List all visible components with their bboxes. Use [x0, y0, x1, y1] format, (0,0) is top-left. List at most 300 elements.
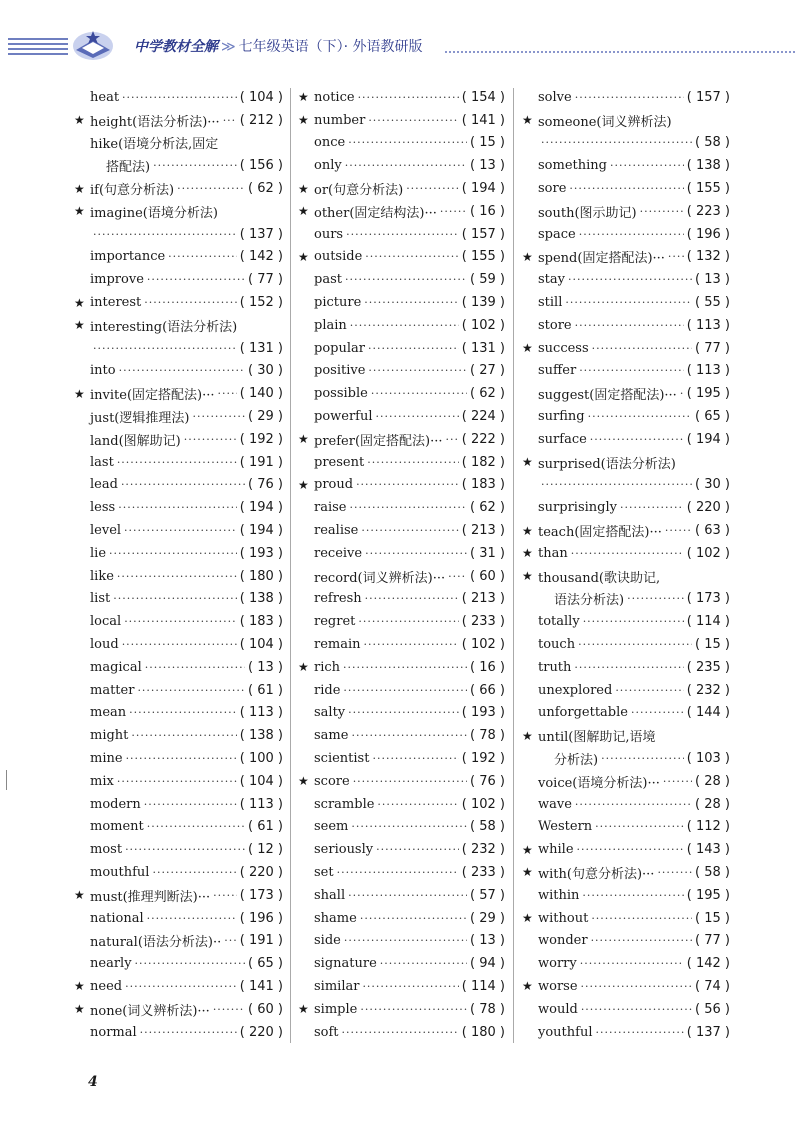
entry-word: 分析法) [554, 753, 599, 768]
index-entry [74, 702, 283, 725]
entry-word: surfing [538, 409, 585, 425]
entry-page-ref: ( 157 ) [686, 89, 730, 105]
dot-leader [93, 228, 237, 241]
dot-leader [168, 250, 237, 263]
entry-page-ref: ( 173 ) [686, 591, 730, 607]
index-entry [74, 474, 283, 497]
index-entry [74, 382, 283, 405]
dot-leader [680, 387, 684, 400]
entry-page-ref: ( 180 ) [239, 568, 283, 584]
key-word-star: ★ [522, 455, 533, 470]
index-entry [522, 360, 730, 383]
entry-page-ref: ( 78 ) [470, 1001, 505, 1017]
index-entry [298, 154, 505, 177]
entry-page-ref: ( 156 ) [239, 158, 283, 174]
entry-word: interest [90, 295, 142, 311]
entry-page-ref: ( 233 ) [461, 614, 505, 630]
index-entry [74, 793, 283, 816]
dot-leader [440, 205, 467, 218]
entry-word: raise [314, 500, 347, 516]
dot-leader [657, 866, 692, 879]
index-entry [74, 838, 283, 861]
entry-word: unforgettable [538, 705, 628, 721]
entry-page-ref: ( 104 ) [239, 773, 283, 789]
key-word-star: ★ [74, 204, 85, 219]
dot-leader [135, 957, 246, 970]
dot-leader [579, 364, 684, 377]
entry-word: salty [314, 705, 346, 721]
index-entry [74, 884, 283, 907]
entry-word: popular [314, 340, 365, 356]
dot-leader [575, 91, 684, 104]
index-entry [522, 975, 730, 998]
entry-page-ref: ( 76 ) [470, 773, 505, 789]
index-entry [74, 952, 283, 975]
index-entry [522, 952, 730, 975]
entry-word: height(语法分析法)··· [90, 114, 220, 130]
dot-leader [406, 182, 459, 195]
key-word-star: ★ [522, 911, 533, 926]
entry-page-ref: ( 15 ) [695, 910, 730, 926]
entry-word: like [90, 568, 114, 584]
dot-leader [615, 684, 683, 697]
dot-leader [117, 775, 237, 788]
index-entry [522, 610, 730, 633]
entry-page-ref: ( 194 ) [239, 523, 283, 539]
entry-word: normal [90, 1024, 137, 1040]
index-entry [522, 86, 730, 109]
index-entry [74, 337, 283, 360]
index-entry [522, 1021, 730, 1044]
dot-leader [348, 136, 467, 149]
entry-page-ref: ( 62 ) [470, 500, 505, 516]
dot-leader [343, 684, 467, 697]
entry-word: present [314, 454, 365, 470]
index-entry [298, 816, 505, 839]
entry-page-ref: ( 131 ) [239, 340, 283, 356]
entry-word: still [538, 295, 563, 311]
entry-word: none(词义辨析法)··· [90, 1003, 210, 1019]
entry-page-ref: ( 13 ) [470, 933, 505, 949]
entry-page-ref: ( 193 ) [461, 705, 505, 721]
page-number: 4 [88, 1074, 98, 1090]
key-word-star: ★ [74, 113, 85, 128]
entry-word: youthful [538, 1024, 593, 1040]
entry-page-ref: ( 77 ) [695, 933, 730, 949]
dot-leader [620, 501, 684, 514]
dot-leader [581, 1003, 692, 1016]
entry-word: without [538, 910, 589, 926]
key-word-star: ★ [298, 477, 309, 492]
index-entry [74, 405, 283, 428]
entry-page-ref: ( 76 ) [248, 477, 283, 493]
entry-page-ref: ( 196 ) [239, 910, 283, 926]
dot-leader [595, 820, 684, 833]
index-entry [522, 291, 730, 314]
entry-page-ref: ( 104 ) [239, 89, 283, 105]
entry-word: must(推理判断法)··· [90, 889, 211, 905]
entry-word: ride [314, 682, 341, 698]
entry-word: number [314, 112, 366, 128]
entry-word: nearly [90, 956, 132, 972]
index-column-2 [298, 86, 505, 1043]
index-entry [74, 861, 283, 884]
entry-word: voice(语境分析法)··· [538, 775, 660, 791]
entry-word: past [314, 272, 342, 288]
entry-word: scramble [314, 796, 375, 812]
entry-word: would [538, 1001, 578, 1017]
index-entry [298, 337, 505, 360]
entry-page-ref: ( 182 ) [461, 454, 505, 470]
dot-leader [361, 524, 458, 537]
entry-page-ref: ( 104 ) [239, 637, 283, 653]
dot-leader [353, 775, 467, 788]
dot-leader [571, 547, 684, 560]
index-entry [522, 679, 730, 702]
dot-leader [153, 159, 237, 172]
entry-page-ref: ( 59 ) [470, 272, 505, 288]
dot-leader [577, 843, 684, 856]
entry-page-ref: ( 141 ) [239, 978, 283, 994]
dot-leader [575, 798, 692, 811]
index-entry [298, 702, 505, 725]
entry-word: natural(语法分析法)·· [90, 935, 222, 951]
entry-page-ref: ( 138 ) [686, 158, 730, 174]
dot-leader [368, 342, 459, 355]
entry-word: ours [314, 226, 344, 242]
entry-word: modern [90, 796, 141, 812]
entry-word: once [314, 135, 346, 151]
index-entry [522, 177, 730, 200]
index-entry [522, 747, 730, 770]
entry-word: space [538, 226, 576, 242]
index-entry [74, 588, 283, 611]
index-entry [74, 360, 283, 383]
entry-word: lead [90, 477, 118, 493]
entry-page-ref: ( 141 ) [461, 112, 505, 128]
dot-leader [344, 934, 467, 947]
entry-page-ref: ( 57 ) [470, 887, 505, 903]
index-entry [522, 428, 730, 451]
index-entry [74, 610, 283, 633]
dot-leader [574, 661, 683, 674]
index-entry [298, 86, 505, 109]
entry-page-ref: ( 154 ) [461, 89, 505, 105]
key-word-star: ★ [74, 386, 85, 401]
index-entry [522, 337, 730, 360]
dot-leader [581, 980, 693, 993]
entry-word: surface [538, 431, 587, 447]
entry-page-ref: ( 61 ) [248, 682, 283, 698]
key-word-star: ★ [298, 774, 309, 789]
entry-page-ref: ( 74 ) [695, 978, 730, 994]
index-entry [298, 610, 505, 633]
entry-word: magical [90, 659, 142, 675]
entry-page-ref: ( 113 ) [239, 796, 283, 812]
dot-leader [592, 342, 692, 355]
index-entry [522, 929, 730, 952]
index-entry [298, 314, 505, 337]
entry-page-ref: ( 195 ) [686, 386, 730, 402]
dot-leader [145, 661, 245, 674]
dot-leader [365, 592, 459, 605]
entry-word: Western [538, 819, 593, 835]
entry-page-ref: ( 155 ) [461, 249, 505, 265]
entry-word: side [314, 933, 341, 949]
entry-word: land(图解助记) [90, 433, 181, 449]
entry-word: wave [538, 796, 572, 812]
index-entry [298, 793, 505, 816]
dot-leader [380, 957, 467, 970]
column-divider [290, 88, 291, 1043]
dot-leader [218, 387, 237, 400]
index-entry [298, 474, 505, 497]
index-entry [522, 724, 730, 747]
entry-page-ref: ( 100 ) [239, 751, 283, 766]
dot-leader [377, 798, 458, 811]
entry-page-ref: ( 113 ) [686, 363, 730, 379]
entry-page-ref: ( 61 ) [248, 819, 283, 835]
index-entry [522, 474, 730, 497]
column-divider [513, 88, 514, 1043]
entry-word: proud [314, 477, 354, 493]
entry-word: just(逻辑推理法) [90, 411, 190, 427]
entry-word: shall [314, 887, 346, 903]
entry-word: heat [90, 89, 120, 105]
dot-leader [147, 820, 245, 833]
index-entry [298, 952, 505, 975]
entry-page-ref: ( 15 ) [470, 135, 505, 151]
entry-word: notice [314, 89, 355, 105]
index-entry [74, 496, 283, 519]
entry-word: mine [90, 751, 123, 766]
entry-page-ref: ( 102 ) [461, 317, 505, 333]
entry-page-ref: ( 193 ) [239, 545, 283, 561]
entry-page-ref: ( 224 ) [461, 409, 505, 425]
dot-leader [627, 592, 684, 605]
entry-word: remain [314, 637, 361, 653]
index-entry [522, 588, 730, 611]
dot-leader [368, 114, 458, 127]
dot-leader [125, 980, 237, 993]
index-entry [522, 861, 730, 884]
dot-leader [109, 547, 237, 560]
entry-page-ref: ( 77 ) [248, 272, 283, 288]
entry-word: last [90, 454, 114, 470]
dot-leader [541, 478, 692, 491]
dot-leader [364, 296, 459, 309]
index-entry [298, 929, 505, 952]
dot-leader [356, 478, 459, 491]
key-word-star: ★ [522, 113, 533, 128]
entry-page-ref: ( 27 ) [470, 363, 505, 379]
entry-word: store [538, 317, 572, 333]
key-word-star: ★ [74, 888, 85, 903]
dot-leader [144, 296, 237, 309]
dot-leader [144, 798, 237, 811]
entry-word: sore [538, 181, 567, 197]
dot-leader [364, 638, 459, 651]
entry-word: solve [538, 89, 572, 105]
entry-word: wonder [538, 933, 588, 949]
entry-page-ref: ( 102 ) [461, 796, 505, 812]
entry-page-ref: ( 142 ) [686, 956, 730, 972]
entry-page-ref: ( 192 ) [461, 751, 505, 766]
index-entry [74, 907, 283, 930]
entry-page-ref: ( 191 ) [239, 933, 283, 949]
index-entry [522, 770, 730, 793]
index-entry [74, 770, 283, 793]
dot-leader [565, 296, 692, 309]
index-entry [298, 246, 505, 269]
index-entry [522, 223, 730, 246]
dot-leader [358, 615, 458, 628]
entry-word: less [90, 500, 116, 516]
index-entry [522, 816, 730, 839]
index-entry [74, 679, 283, 702]
entry-word: within [538, 887, 580, 903]
dot-leader [368, 364, 467, 377]
dot-leader [343, 661, 467, 674]
entry-word: or(句意分析法) [314, 183, 404, 199]
key-word-star: ★ [74, 979, 85, 994]
index-entry [74, 656, 283, 679]
entry-page-ref: ( 195 ) [686, 887, 730, 903]
index-entry [522, 565, 730, 588]
entry-page-ref: ( 222 ) [461, 431, 505, 447]
entry-page-ref: ( 138 ) [239, 591, 283, 607]
entry-page-ref: ( 55 ) [695, 295, 730, 311]
index-entry [74, 975, 283, 998]
index-entry [298, 291, 505, 314]
index-entry [74, 109, 283, 132]
dot-leader [152, 866, 236, 879]
index-entry [298, 360, 505, 383]
dot-leader [126, 752, 237, 765]
dot-leader [376, 410, 459, 423]
entry-word: 搭配法) [106, 160, 151, 176]
index-entry [298, 451, 505, 474]
index-entry [74, 747, 283, 770]
entry-word: refresh [314, 591, 362, 607]
key-word-star: ★ [522, 865, 533, 880]
entry-word: touch [538, 637, 576, 653]
entry-page-ref: ( 62 ) [248, 181, 283, 197]
dot-leader [365, 250, 458, 263]
entry-page-ref: ( 194 ) [461, 181, 505, 197]
index-entry [522, 109, 730, 132]
key-word-star: ★ [298, 113, 309, 128]
entry-word: into [90, 363, 116, 379]
entry-word: scientist [314, 751, 370, 766]
entry-page-ref: ( 232 ) [461, 842, 505, 858]
index-entry [522, 633, 730, 656]
entry-page-ref: ( 223 ) [686, 203, 730, 219]
key-word-star: ★ [522, 842, 533, 857]
index-entry [522, 451, 730, 474]
entry-page-ref: ( 143 ) [686, 842, 730, 858]
entry-word: picture [314, 295, 362, 311]
entry-word: record(词义辨析法)··· [314, 570, 446, 586]
dot-leader [192, 410, 245, 423]
entry-page-ref: ( 138 ) [239, 728, 283, 744]
index-entry [522, 907, 730, 930]
entry-page-ref: ( 232 ) [686, 682, 730, 698]
key-word-star: ★ [298, 90, 309, 105]
index-entry [298, 998, 505, 1021]
entry-word: realise [314, 523, 359, 539]
entry-page-ref: ( 13 ) [470, 158, 505, 174]
index-entry [298, 382, 505, 405]
key-word-star: ★ [298, 249, 309, 264]
dot-leader [601, 752, 684, 765]
entry-page-ref: ( 66 ) [470, 682, 505, 698]
entry-page-ref: ( 102 ) [686, 545, 730, 561]
entry-page-ref: ( 29 ) [470, 910, 505, 926]
entry-page-ref: ( 60 ) [248, 1001, 283, 1017]
index-entry [298, 565, 505, 588]
index-entry [74, 177, 283, 200]
index-entry [74, 200, 283, 223]
dot-leader [348, 706, 459, 719]
margin-mark [6, 770, 7, 790]
entry-page-ref: ( 213 ) [461, 523, 505, 539]
entry-page-ref: ( 28 ) [695, 773, 730, 789]
entry-page-ref: ( 140 ) [239, 386, 283, 402]
entry-page-ref: ( 15 ) [695, 637, 730, 653]
entry-page-ref: ( 196 ) [686, 226, 730, 242]
index-entry [522, 246, 730, 269]
index-entry [522, 154, 730, 177]
index-entry [522, 496, 730, 519]
index-entry [298, 200, 505, 223]
dot-leader [371, 387, 467, 400]
entry-word: someone(词义辨析法) [538, 114, 672, 130]
dot-leader [569, 182, 683, 195]
index-entry [298, 633, 505, 656]
entry-word: while [538, 842, 574, 858]
entry-page-ref: ( 28 ) [695, 796, 730, 812]
index-entry [298, 496, 505, 519]
index-entry [298, 405, 505, 428]
entry-word: need [90, 978, 123, 994]
entry-word: spend(固定搭配法)··· [538, 251, 665, 267]
entry-word: might [90, 728, 129, 744]
dot-leader [588, 410, 692, 423]
entry-page-ref: ( 58 ) [695, 864, 730, 880]
entry-word: other(固定结构法)··· [314, 205, 437, 221]
entry-word: worry [538, 956, 577, 972]
dot-leader [578, 638, 692, 651]
book-title: 七年级英语（下）· 外语教研版 [238, 39, 423, 55]
dot-leader [582, 889, 683, 902]
dot-leader [595, 1026, 683, 1039]
dot-leader [337, 866, 459, 879]
index-entry [522, 702, 730, 725]
dot-leader [137, 684, 245, 697]
entry-word: something [538, 158, 607, 174]
entry-word: only [314, 158, 342, 174]
entry-word: invite(固定搭配法)··· [90, 388, 215, 404]
key-word-star: ★ [74, 318, 85, 333]
entry-page-ref: ( 173 ) [239, 887, 283, 903]
entry-word: soft [314, 1024, 339, 1040]
entry-word: matter [90, 682, 135, 698]
entry-page-ref: ( 194 ) [239, 500, 283, 516]
entry-word: simple [314, 1001, 358, 1017]
entry-word: shame [314, 910, 357, 926]
series-title: 中学教材全解 [134, 39, 218, 55]
